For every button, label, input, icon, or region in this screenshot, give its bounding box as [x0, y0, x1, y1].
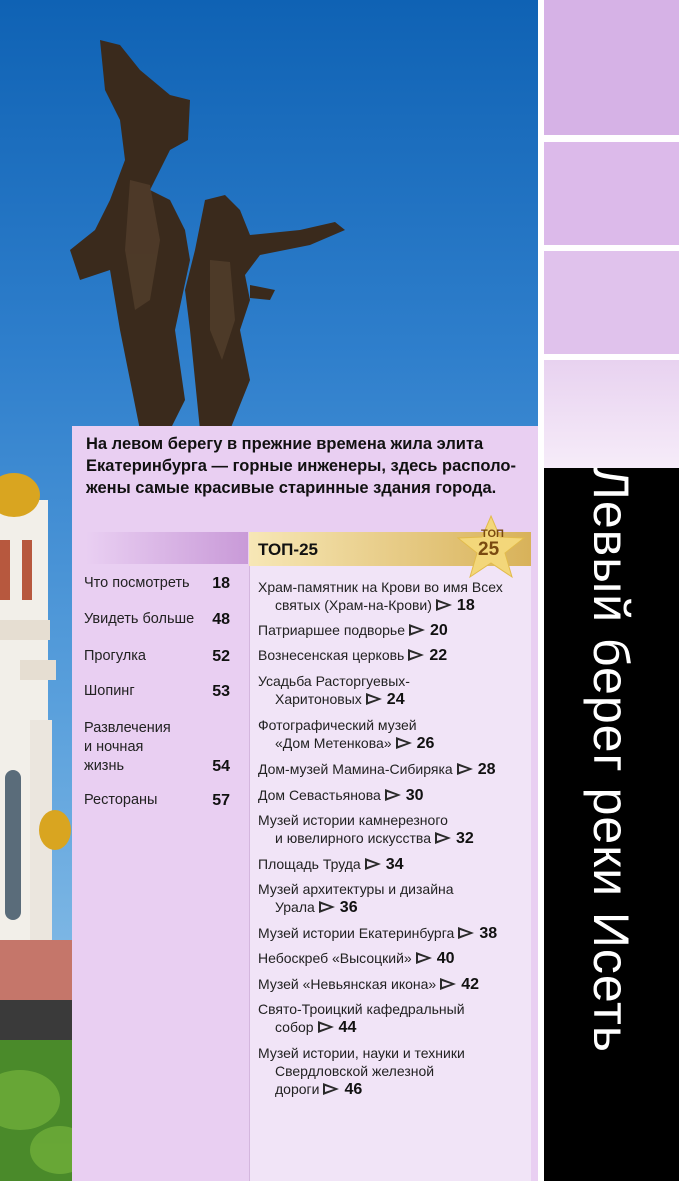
top-item-line: Дом Севастьянова — [258, 787, 381, 803]
top-item-page: 30 — [405, 787, 424, 804]
page-arrow-icon — [396, 737, 412, 749]
top-list-item[interactable] — [258, 949, 528, 968]
menu-item-label: Увидеть больше — [84, 611, 195, 627]
menu-item[interactable] — [84, 682, 234, 701]
menu-item[interactable] — [84, 610, 234, 629]
top-item-page: 38 — [479, 925, 498, 942]
top-list-item[interactable] — [258, 855, 528, 874]
side-tab — [544, 0, 679, 135]
top-item-page: 20 — [430, 622, 448, 639]
menu-item-page: 52 — [212, 648, 230, 665]
top-item-page: 32 — [456, 830, 474, 847]
menu-item-label: Прогулка — [84, 648, 146, 664]
menu-item[interactable] — [84, 791, 234, 810]
top-item-line: и ювелирного искусства — [275, 830, 432, 846]
menu-item-label: Шопинг — [84, 683, 135, 699]
top-item-line: Храм-памятник на Крови во имя Всех — [258, 579, 503, 595]
top-list-item[interactable] — [258, 578, 528, 615]
menu-header-bar — [86, 532, 248, 564]
top-list-item[interactable] — [258, 786, 528, 805]
top-item-line: Патриаршее подворье — [258, 622, 405, 638]
star-badge-number: 25 — [478, 539, 500, 560]
menu-item-page: 54 — [212, 758, 230, 775]
top-item-line: Музей архитектуры и дизайна — [258, 881, 454, 897]
top-item-line: Небоскреб «Высоцкий» — [258, 950, 412, 966]
page-arrow-icon — [408, 649, 424, 661]
top-item-line: собор — [275, 1019, 314, 1035]
top-list-item[interactable] — [258, 975, 528, 994]
top-list-item[interactable] — [258, 1000, 528, 1037]
page-arrow-icon — [458, 927, 474, 939]
menu-item-page: 48 — [212, 611, 230, 628]
top-item-line: Фотографический музей — [258, 717, 417, 733]
top-item-page: 44 — [338, 1019, 357, 1036]
top-item-line: Музей истории камнерезного — [258, 812, 448, 828]
top-item-line: Свято-Троицкий кафедральный — [258, 1001, 465, 1017]
top-item-page: 26 — [416, 735, 435, 752]
page-arrow-icon — [365, 858, 381, 870]
page-arrow-icon — [366, 693, 382, 705]
intro-line: На левом берегу в прежние времена жила элита — [86, 435, 484, 453]
section-title: Левый берег реки Исеть — [583, 467, 639, 1053]
menu-item-label: Развлечения и ночная жизнь — [84, 720, 171, 774]
intro-line: жены самые красивые старинные здания города. — [86, 479, 497, 497]
top-item-line: Харитоновых — [275, 691, 362, 707]
top-item-line: Площадь Труда — [258, 856, 361, 872]
menu-item-page: 57 — [212, 792, 230, 809]
top-list-item[interactable] — [258, 716, 528, 753]
top-list-title: ТОП-25 — [258, 540, 318, 559]
page-arrow-icon — [416, 952, 432, 964]
top-item-line: «Дом Метенкова» — [275, 735, 392, 751]
side-tab — [544, 360, 679, 468]
top-item-line: Урала — [275, 899, 315, 915]
top-list-item[interactable] — [258, 880, 528, 917]
top-item-line: Музей истории Екатеринбурга — [258, 925, 455, 941]
top-list-item[interactable] — [258, 672, 528, 709]
top-item-line: Музей истории, науки и техники — [258, 1045, 465, 1061]
top-list-item[interactable] — [258, 760, 528, 779]
top-list-item[interactable] — [258, 1044, 528, 1099]
top-item-page: 22 — [429, 647, 448, 664]
top-list-item[interactable] — [258, 646, 528, 665]
top-item-line: Вознесенская церковь — [258, 647, 405, 663]
top-item-line: дороги — [275, 1081, 320, 1097]
intro-line: Екатеринбурга — горные инженеры, здесь располо- — [86, 457, 516, 475]
top-item-line: Музей «Невьянская икона» — [258, 976, 437, 992]
top-item-page: 36 — [339, 899, 358, 916]
side-tab — [544, 142, 679, 245]
page-arrow-icon — [323, 1083, 339, 1095]
top-item-line: святых (Храм-на-Крови) — [275, 597, 432, 613]
menu-item[interactable] — [84, 719, 234, 776]
page-arrow-icon — [435, 832, 451, 844]
menu-item[interactable] — [84, 574, 234, 593]
page-arrow-icon — [409, 624, 425, 636]
page-arrow-icon — [457, 763, 473, 775]
side-tab — [544, 251, 679, 354]
menu-item[interactable] — [84, 647, 234, 666]
star-badge-top: ТОП — [481, 528, 504, 540]
page-arrow-icon — [385, 789, 401, 801]
top-item-page: 28 — [477, 761, 496, 778]
page-arrow-icon — [319, 901, 335, 913]
page-arrow-icon — [318, 1021, 334, 1033]
top-list-item[interactable] — [258, 924, 528, 943]
menu-item-page: 53 — [212, 683, 230, 700]
page-arrow-icon — [440, 978, 456, 990]
top-item-page: 40 — [436, 950, 455, 967]
top-item-page: 24 — [386, 691, 405, 708]
menu-item-label: Рестораны — [84, 792, 158, 808]
top-item-line: Усадьба Расторгуевых- — [258, 673, 410, 689]
top-item-page: 18 — [456, 597, 475, 614]
top-item-page: 42 — [461, 976, 479, 993]
page-arrow-icon — [436, 599, 452, 611]
top-item-page: 46 — [344, 1081, 363, 1098]
intro-text — [86, 433, 534, 499]
top-item-line: Свердловской железной — [275, 1063, 435, 1079]
top-item-line: Дом-музей Мамина-Сибиряка — [258, 761, 453, 777]
menu-item-page: 18 — [212, 575, 230, 592]
top-list-item[interactable] — [258, 621, 528, 640]
menu-item-label: Что посмотреть — [84, 575, 190, 591]
top-list-item[interactable] — [258, 811, 528, 848]
top-item-page: 34 — [385, 856, 404, 873]
